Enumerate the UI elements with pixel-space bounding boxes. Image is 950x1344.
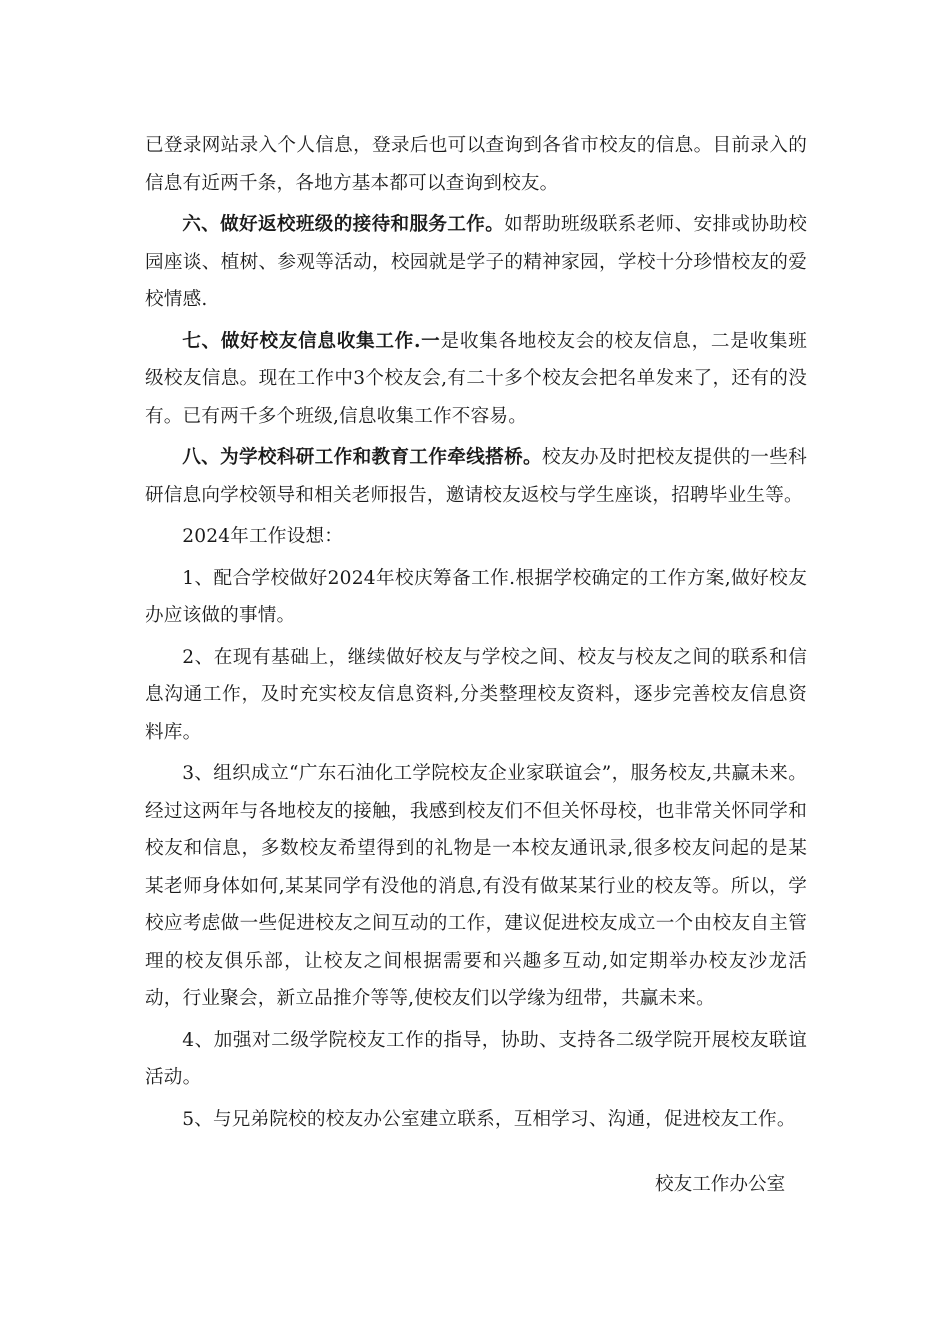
section-six [145, 206, 807, 319]
section-six-body: 如帮助班级联系老师、安排或协助校园座谈、植树、参观等活动，校园就是学子的精神家园，学校十分珍惜校友的爱校情感. [145, 214, 808, 310]
plan-title: 2024年工作设想： [182, 526, 344, 547]
document-body [145, 127, 807, 1142]
plan-item-5: 5、与兄弟院校的校友办公室建立联系，互相学习、沟通，促进校友工作。 [182, 1108, 796, 1130]
signature: 校友工作办公室 [655, 1174, 786, 1195]
section-eight-body: 校友办及时把校友提供的一些科研信息向学校领导和相关老师报告，邀请校友返校与学生座谈，招聘毕业生等。 [145, 447, 807, 506]
section-eight-heading: 八、为学校科研工作和教育工作牵线搭桥。 [182, 447, 542, 468]
section-seven-body: 是收集各地校友会的校友信息，二是收集班级校友信息。现在工作中3个校友会,有二十多个校友会把名单发来了，还有的没有。已有两千多个班级,信息收集工作不容易。 [145, 330, 807, 427]
section-eight [145, 439, 807, 514]
plan-item-3: 3、组织成立“广东石油化工学院校友企业家联谊会”，服务校友,共赢未来。经过这两年与各地校友的接触，我感到校友们不但关怀母校，也非常关怀同学和校友和信息，多数校友希望得到的礼物是一本校友通讯录,很多校友问起的是某某老师身体如何,某某同学有没他的消息,有没有做某某行业的校友等。所以，学校应考虑做一些促进校友之间互动的工作，建议促进校友成立一个由校友自主管理的校友俱乐部，让校友之间根据需要和兴趣多互动,如定期举办校友沙龙活动，行业聚会，新立品推介等等,使校友们以学缘为纽带，共赢未来。 [145, 763, 807, 1009]
paragraph-continuation: 已登录网站录入个人信息，登录后也可以查询到各省市校友的信息。目前录入的信息有近两千条，各地方基本都可以查询到校友。 [145, 135, 807, 194]
section-six-heading: 六、做好返校班级的接待和服务工作。 [182, 214, 505, 235]
section-seven [145, 323, 807, 436]
plan-item-1: 1、配合学校做好2024年校庆筹备工作.根据学校确定的工作方案,做好校友办应该做的事情。 [145, 567, 807, 626]
section-seven-heading: 七、做好校友信息收集工作.一 [182, 330, 441, 352]
plan-item-4: 4、加强对二级学院校友工作的指导，协助、支持各二级学院开展校友联谊活动。 [145, 1029, 807, 1088]
plan-item-2: 2、在现有基础上，继续做好校友与学校之间、校友与校友之间的联系和信息沟通工作，及时充实校友信息资料,分类整理校友资料，逐步完善校友信息资料库。 [145, 646, 807, 743]
